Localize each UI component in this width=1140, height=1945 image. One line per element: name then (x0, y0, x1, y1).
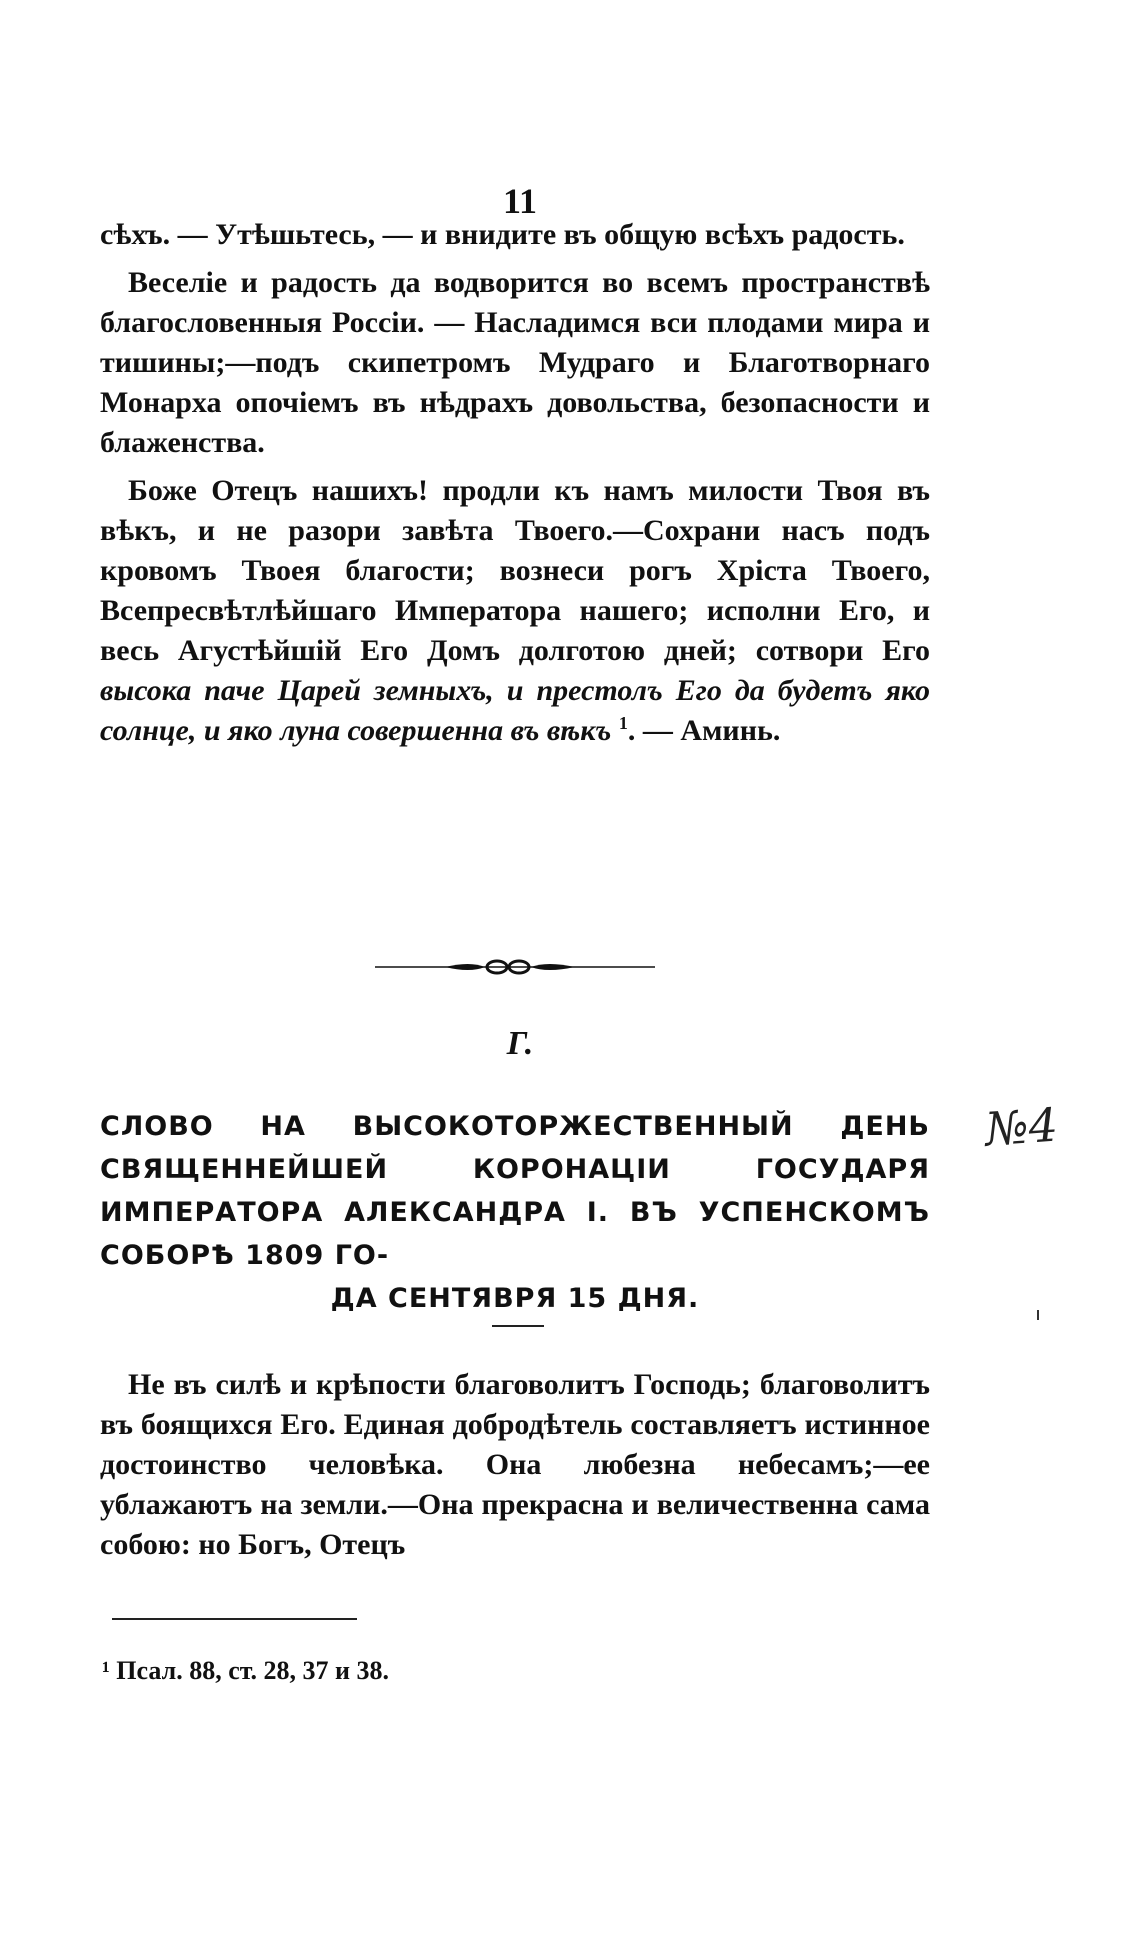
prayer-text: Боже Отецъ нашихъ! продли къ намъ милости Твоя въ вѣкъ, и не разори завѣта Твоего.—Сохрани насъ подъ кровомъ Твоея благости; вознеси рогъ Хріста Твоего, Всепресвѣтлѣйшаго Императора нашего; исполни Его, и весь Агустѣйшій Его Домъ долготою дней; сотвори Его (100, 474, 930, 667)
paragraph: сѣхъ. — Утѣшьтесь, — и внидите въ общую всѣхъ радость. (100, 218, 905, 251)
footnote (102, 1656, 389, 1686)
margin-mark (1037, 1310, 1039, 1320)
divider-rule (492, 1325, 544, 1327)
sermon-heading (100, 1105, 930, 1320)
text-block-sermon (100, 1365, 930, 1565)
paragraph: Не въ силѣ и крѣпости благоволитъ Господь; благоволитъ въ боящихся Его. Единая добродѣтель составляетъ истинное достоинство человѣка. Она любезна небесамъ;—ее ублажаютъ на земли.—Она прекрасна и величественна сама собою: но Богъ, Отецъ (100, 1368, 930, 1561)
heading-line: СЛОВО НА ВЫСОКОТОРЖЕСТВЕННЫЙ ДЕНЬ СВЯЩЕННЕЙШЕЙ КОРОНАЦІИ ГОСУДАРЯ ИМПЕРАТОРА АЛЕКСАНДРА I. ВЪ УСПЕНСКОМЪ СОБОРѢ 1809 ГО- (100, 1111, 930, 1271)
paragraph: Веселіе и радость да водворится во всемъ пространствѣ благословенныя Россіи. — Насладимся вси плодами мира и тишины;—подъ скипетромъ Мудраго и Благотворнаго Монарха опочіемъ въ нѣдрахъ довольства, безопасности и блаженства. (100, 266, 930, 459)
footnote-reference: 1 (618, 713, 628, 733)
footnote-text: Псал. 88, ст. 28, 37 и 38. (116, 1656, 390, 1685)
ornament-divider (375, 955, 655, 979)
amen-text: . — Аминь. (627, 714, 781, 747)
footnote-rule (112, 1618, 357, 1620)
text-block-top (100, 215, 930, 751)
footnote-marker: ¹ (102, 1656, 110, 1685)
handwritten-margin-note: №4 (983, 1097, 1060, 1157)
section-letter: Г. (506, 1025, 534, 1062)
paragraph-prayer (100, 471, 930, 751)
page-number: 11 (502, 181, 537, 221)
scripture-quote: высока паче Царей земныхъ, и престолъ Его да будетъ яко солнце, и яко луна совершенна въ вѣкъ (100, 674, 930, 747)
heading-line-last: ДА СЕНТЯВРЯ 15 ДНЯ. (330, 1283, 700, 1314)
